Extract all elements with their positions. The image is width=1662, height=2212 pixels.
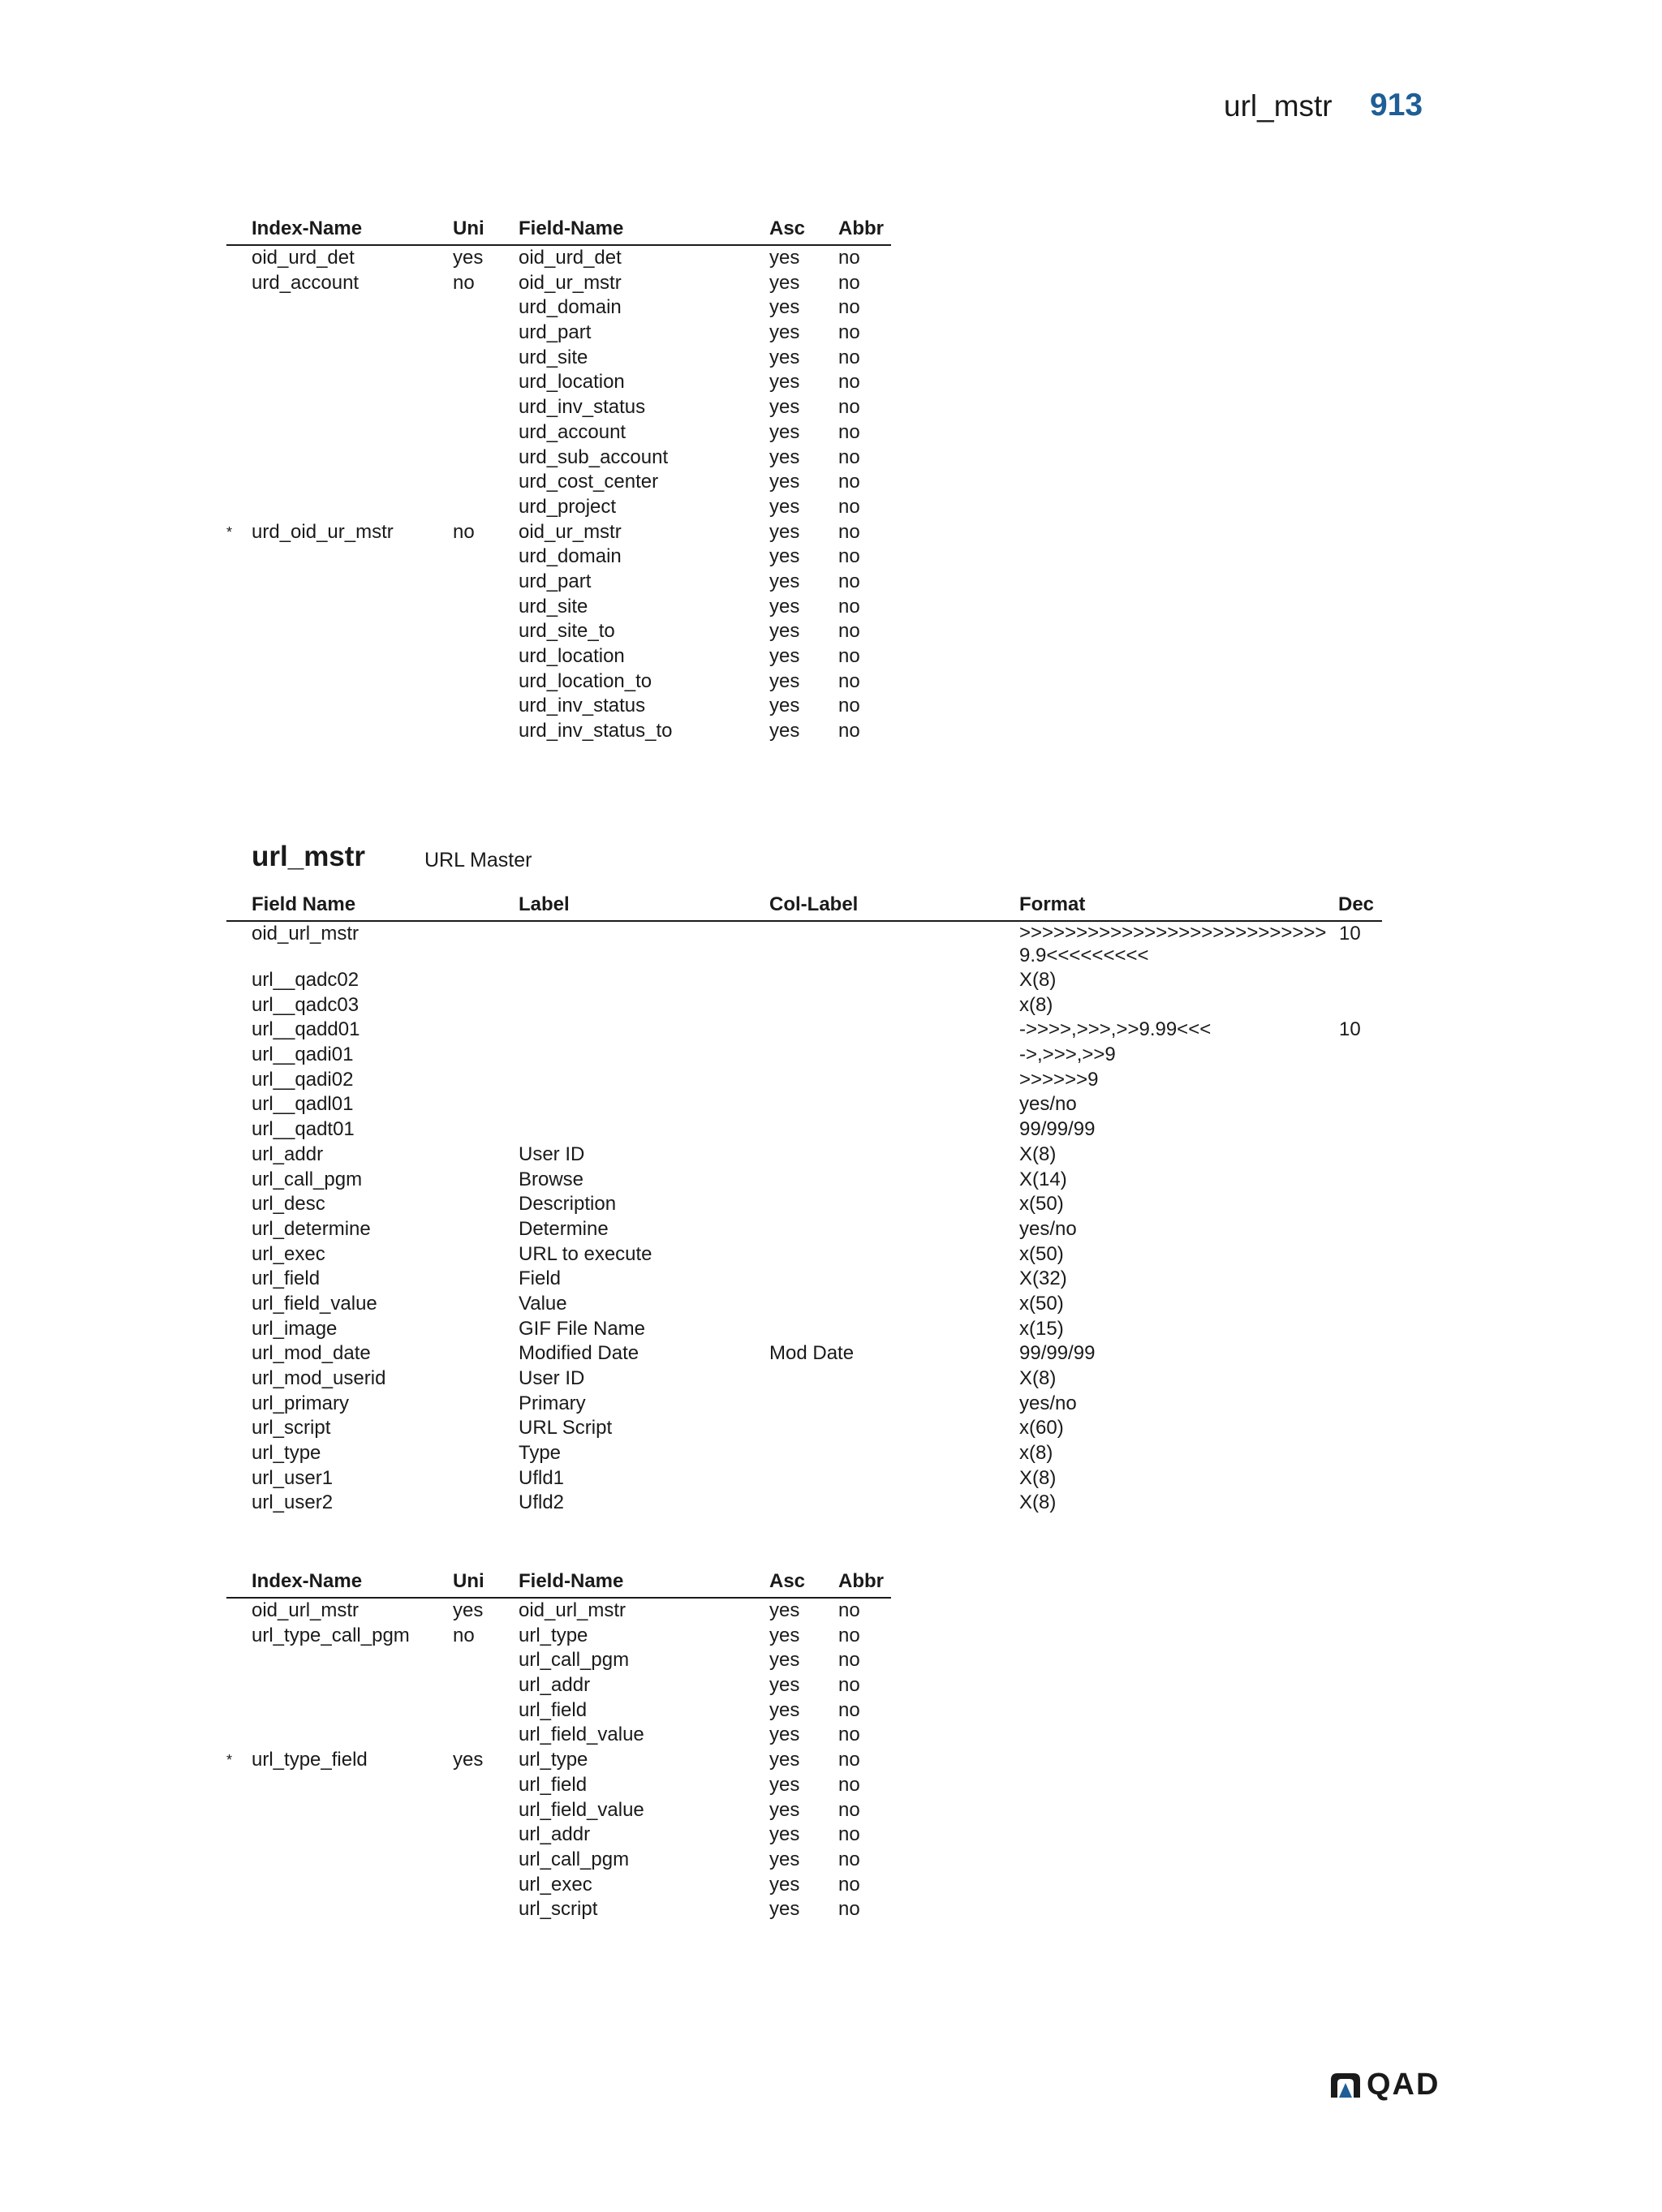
abbr-cell: no <box>838 346 860 368</box>
field-name-cell: url_field_value <box>252 1292 377 1315</box>
field-name-cell: url_desc <box>252 1193 325 1216</box>
table-row <box>226 1242 1382 1267</box>
dec-cell: 10 <box>1339 923 1361 945</box>
table-row <box>226 1068 1382 1093</box>
abbr-cell: no <box>838 296 860 319</box>
table-name: url_mstr <box>252 841 366 872</box>
field-name-cell: urd_project <box>519 495 617 518</box>
index-table-url <box>226 1565 891 1922</box>
field-name-cell: url_field <box>519 1698 588 1721</box>
table-row <box>226 1217 1382 1242</box>
index-name-cell: oid_url_mstr <box>252 1599 360 1621</box>
index-table-body <box>226 1599 891 1922</box>
label-cell: Primary <box>519 1392 586 1414</box>
abbr-cell: no <box>838 1649 860 1672</box>
field-name-cell: url__qadi01 <box>252 1044 354 1066</box>
asc-cell: yes <box>769 669 800 692</box>
asc-cell: yes <box>769 371 800 394</box>
format-cell: x(50) <box>1019 1193 1064 1216</box>
table-row <box>226 271 891 296</box>
table-row <box>226 1366 1382 1392</box>
table-row <box>226 1292 1382 1317</box>
field-name-cell: oid_ur_mstr <box>519 520 622 543</box>
asc-cell: yes <box>769 645 800 667</box>
field-name-cell: url_addr <box>519 1674 591 1697</box>
asc-cell: yes <box>769 595 800 618</box>
table-row <box>226 922 1382 968</box>
header-field-name: Field-Name <box>519 217 624 239</box>
field-name-cell: urd_part <box>519 321 592 344</box>
table-row <box>226 1043 1382 1068</box>
abbr-cell: no <box>838 645 860 667</box>
uni-cell: yes <box>453 1749 484 1771</box>
table-row <box>226 1168 1382 1193</box>
table-row <box>226 1416 1382 1441</box>
label-cell: Ufld1 <box>519 1466 565 1489</box>
asc-cell: yes <box>769 720 800 742</box>
format-cell: yes/no <box>1019 1392 1077 1414</box>
asc-cell: yes <box>769 1749 800 1771</box>
field-name-cell: url__qadc03 <box>252 993 360 1016</box>
dec-cell: 10 <box>1339 1018 1361 1041</box>
field-name-cell: urd_site <box>519 346 588 368</box>
field-name-cell: urd_location <box>519 645 625 667</box>
asc-cell: yes <box>769 1798 800 1821</box>
table-row <box>226 1441 1382 1466</box>
field-name-cell: url_exec <box>519 1873 592 1896</box>
abbr-cell: no <box>838 720 860 742</box>
table-row <box>226 1698 891 1724</box>
asc-cell: yes <box>769 1873 800 1896</box>
uni-cell: yes <box>453 247 484 269</box>
table-row <box>226 295 891 321</box>
index-table-urd <box>226 213 891 744</box>
format-cell: X(8) <box>1019 1367 1057 1389</box>
table-row <box>226 1092 1382 1117</box>
index-table-header <box>226 213 891 246</box>
asc-cell: yes <box>769 445 800 468</box>
format-cell: X(8) <box>1019 969 1057 991</box>
asc-cell: yes <box>769 1773 800 1796</box>
field-name-cell: url_script <box>252 1417 331 1440</box>
field-name-cell: urd_cost_center <box>519 471 659 493</box>
table-row <box>226 1267 1382 1292</box>
asc-cell: yes <box>769 471 800 493</box>
asc-cell: yes <box>769 570 800 592</box>
uni-cell: no <box>453 520 475 543</box>
asc-cell: yes <box>769 1674 800 1697</box>
table-row <box>226 1392 1382 1417</box>
abbr-cell: no <box>838 1898 860 1921</box>
abbr-cell: no <box>838 1599 860 1621</box>
index-table-header <box>226 1565 891 1599</box>
header-field-name: Field Name <box>252 893 356 915</box>
abbr-cell: no <box>838 1798 860 1821</box>
field-name-cell: url_mod_userid <box>252 1367 386 1389</box>
index-name-cell: urd_account <box>252 271 360 294</box>
table-row <box>226 420 891 445</box>
asc-cell: yes <box>769 1624 800 1646</box>
index-table-body <box>226 246 891 744</box>
abbr-cell: no <box>838 620 860 643</box>
asc-cell: yes <box>769 1698 800 1721</box>
asc-cell: yes <box>769 271 800 294</box>
field-name-cell: urd_location <box>519 371 625 394</box>
table-row <box>226 1848 891 1873</box>
index-name-cell: url_type_field <box>252 1749 368 1771</box>
format-cell: 99/99/99 <box>1019 1342 1096 1365</box>
abbr-cell: no <box>838 371 860 394</box>
format-cell: yes/no <box>1019 1217 1077 1240</box>
table-row <box>226 445 891 471</box>
format-cell: >>>>>>>>>>>>>>>>>>>>>>>>>>>9.9<<<<<<<<< <box>1019 922 1327 966</box>
field-name-cell: oid_urd_det <box>519 247 622 269</box>
field-table <box>226 889 1382 1516</box>
label-cell: Field <box>519 1267 562 1290</box>
abbr-cell: no <box>838 570 860 592</box>
field-name-cell: url_script <box>519 1898 598 1921</box>
table-row <box>226 1873 891 1898</box>
field-name-cell: url_addr <box>519 1823 591 1846</box>
asc-cell: yes <box>769 620 800 643</box>
format-cell: x(8) <box>1019 993 1053 1016</box>
abbr-cell: no <box>838 669 860 692</box>
primary-index-marker: * <box>226 1752 233 1769</box>
header-index-name: Index-Name <box>252 1570 363 1592</box>
format-cell: ->,>>>,>>9 <box>1019 1044 1116 1066</box>
table-row <box>226 470 891 495</box>
table-description: URL Master <box>424 849 532 871</box>
index-name-cell: url_type_call_pgm <box>252 1624 410 1646</box>
abbr-cell: no <box>838 1848 860 1870</box>
asc-cell: yes <box>769 695 800 717</box>
asc-cell: yes <box>769 545 800 568</box>
field-name-cell: urd_sub_account <box>519 445 669 468</box>
field-name-cell: url_field_value <box>519 1724 644 1746</box>
field-name-cell: urd_inv_status <box>519 695 646 717</box>
table-row <box>226 669 891 695</box>
format-cell: yes/no <box>1019 1093 1077 1116</box>
asc-cell: yes <box>769 1724 800 1746</box>
table-row <box>226 1117 1382 1143</box>
format-cell: ->>>>,>>>,>>9.99<<< <box>1019 1018 1212 1041</box>
table-row <box>226 1624 891 1649</box>
format-cell: X(14) <box>1019 1168 1067 1190</box>
abbr-cell: no <box>838 1624 860 1646</box>
header-abbr: Abbr <box>838 217 884 239</box>
field-name-cell: urd_domain <box>519 545 622 568</box>
index-name-cell: oid_urd_det <box>252 247 355 269</box>
field-name-cell: url_field <box>519 1773 588 1796</box>
abbr-cell: no <box>838 495 860 518</box>
table-row <box>226 544 891 570</box>
header-uni: Uni <box>453 217 484 239</box>
field-name-cell: url_image <box>252 1317 338 1340</box>
table-row <box>226 321 891 346</box>
table-row <box>226 1143 1382 1168</box>
asc-cell: yes <box>769 247 800 269</box>
asc-cell: yes <box>769 346 800 368</box>
field-name-cell: url_field_value <box>519 1798 644 1821</box>
header-col-label: Col-Label <box>769 893 859 915</box>
abbr-cell: no <box>838 271 860 294</box>
table-row <box>226 370 891 395</box>
format-cell: X(8) <box>1019 1466 1057 1489</box>
field-name-cell: oid_url_mstr <box>252 923 360 945</box>
abbr-cell: no <box>838 321 860 344</box>
table-row <box>226 1491 1382 1516</box>
asc-cell: yes <box>769 1823 800 1846</box>
primary-index-marker: * <box>226 523 233 540</box>
table-row <box>226 719 891 744</box>
field-name-cell: url__qadi02 <box>252 1068 354 1091</box>
format-cell: x(8) <box>1019 1442 1053 1465</box>
table-row <box>226 694 891 719</box>
table-row <box>226 1466 1382 1491</box>
field-name-cell: url_type <box>252 1442 321 1465</box>
abbr-cell: no <box>838 247 860 269</box>
label-cell: User ID <box>519 1367 585 1389</box>
qad-logo <box>1329 2068 1440 2102</box>
table-row <box>226 1798 891 1823</box>
abbr-cell: no <box>838 471 860 493</box>
header-format: Format <box>1019 893 1086 915</box>
field-name-cell: url_determine <box>252 1217 371 1240</box>
label-cell: Browse <box>519 1168 584 1190</box>
asc-cell: yes <box>769 296 800 319</box>
table-row <box>226 1897 891 1922</box>
table-row <box>226 968 1382 993</box>
header-uni: Uni <box>453 1570 484 1592</box>
format-cell: >>>>>>9 <box>1019 1068 1099 1091</box>
table-row <box>226 1748 891 1773</box>
header-abbr: Abbr <box>838 1570 884 1592</box>
table-row <box>226 520 891 545</box>
abbr-cell: no <box>838 1724 860 1746</box>
field-table-body <box>226 922 1382 1516</box>
field-name-cell: urd_inv_status_to <box>519 720 673 742</box>
header-table-name: url_mstr <box>1224 89 1333 123</box>
label-cell: Value <box>519 1292 567 1315</box>
field-name-cell: oid_url_mstr <box>519 1599 626 1621</box>
format-cell: X(32) <box>1019 1267 1067 1290</box>
table-row <box>226 570 891 595</box>
field-name-cell: url_call_pgm <box>519 1848 630 1870</box>
table-row <box>226 993 1382 1018</box>
table-row <box>226 1648 891 1673</box>
field-name-cell: url_user1 <box>252 1466 334 1489</box>
table-row <box>226 1018 1382 1043</box>
label-cell: Type <box>519 1442 562 1465</box>
format-cell: X(8) <box>1019 1491 1057 1514</box>
field-name-cell: url__qadt01 <box>252 1118 355 1141</box>
table-row <box>226 1823 891 1848</box>
abbr-cell: no <box>838 520 860 543</box>
field-name-cell: url_exec <box>252 1242 325 1265</box>
field-table-header <box>226 889 1382 922</box>
field-name-cell: url__qadl01 <box>252 1093 354 1116</box>
asc-cell: yes <box>769 321 800 344</box>
page-number: 913 <box>1370 88 1423 123</box>
format-cell: X(8) <box>1019 1143 1057 1165</box>
table-row <box>226 1341 1382 1366</box>
table-row <box>226 495 891 520</box>
header-label: Label <box>519 893 570 915</box>
table-row <box>226 1599 891 1624</box>
abbr-cell: no <box>838 1749 860 1771</box>
asc-cell: yes <box>769 396 800 419</box>
format-cell: 99/99/99 <box>1019 1118 1096 1141</box>
table-row <box>226 595 891 620</box>
qad-logo-icon <box>1329 2072 1362 2099</box>
uni-cell: no <box>453 271 475 294</box>
label-cell: Description <box>519 1193 617 1216</box>
abbr-cell: no <box>838 1773 860 1796</box>
asc-cell: yes <box>769 1898 800 1921</box>
table-row <box>226 1723 891 1748</box>
table-row <box>226 1192 1382 1217</box>
field-name-cell: url_call_pgm <box>252 1168 363 1190</box>
abbr-cell: no <box>838 445 860 468</box>
label-cell: URL Script <box>519 1417 613 1440</box>
field-name-cell: urd_site <box>519 595 588 618</box>
index-name-cell: urd_oid_ur_mstr <box>252 520 394 543</box>
field-name-cell: url_field <box>252 1267 321 1290</box>
abbr-cell: no <box>838 1823 860 1846</box>
field-name-cell: urd_part <box>519 570 592 592</box>
field-name-cell: urd_location_to <box>519 669 652 692</box>
table-row <box>226 1317 1382 1342</box>
field-name-cell: urd_domain <box>519 296 622 319</box>
abbr-cell: no <box>838 695 860 717</box>
abbr-cell: no <box>838 1873 860 1896</box>
asc-cell: yes <box>769 1848 800 1870</box>
header-dec: Dec <box>1338 893 1375 915</box>
logo-text: QAD <box>1367 2068 1440 2102</box>
field-name-cell: url_primary <box>252 1392 350 1414</box>
table-row <box>226 619 891 644</box>
asc-cell: yes <box>769 1599 800 1621</box>
abbr-cell: no <box>838 545 860 568</box>
abbr-cell: no <box>838 420 860 443</box>
format-cell: x(50) <box>1019 1292 1064 1315</box>
header-field-name: Field-Name <box>519 1570 624 1592</box>
field-name-cell: url_mod_date <box>252 1342 371 1365</box>
uni-cell: no <box>453 1624 475 1646</box>
asc-cell: yes <box>769 495 800 518</box>
table-row <box>226 1673 891 1698</box>
field-name-cell: url__qadd01 <box>252 1018 360 1041</box>
field-name-cell: url__qadc02 <box>252 969 360 991</box>
field-name-cell: url_type <box>519 1624 588 1646</box>
abbr-cell: no <box>838 396 860 419</box>
asc-cell: yes <box>769 420 800 443</box>
format-cell: x(50) <box>1019 1242 1064 1265</box>
format-cell: x(60) <box>1019 1417 1064 1440</box>
table-row <box>226 395 891 420</box>
label-cell: URL to execute <box>519 1242 652 1265</box>
table-row <box>226 1773 891 1798</box>
header-index-name: Index-Name <box>252 217 363 239</box>
table-row <box>226 246 891 271</box>
field-name-cell: oid_ur_mstr <box>519 271 622 294</box>
field-name-cell: urd_site_to <box>519 620 615 643</box>
uni-cell: yes <box>453 1599 484 1621</box>
label-cell: Ufld2 <box>519 1491 565 1514</box>
header-asc: Asc <box>769 217 806 239</box>
field-name-cell: url_addr <box>252 1143 324 1165</box>
header-asc: Asc <box>769 1570 806 1592</box>
label-cell: Determine <box>519 1217 609 1240</box>
col-label-cell: Mod Date <box>769 1342 855 1365</box>
table-row <box>226 644 891 669</box>
asc-cell: yes <box>769 1649 800 1672</box>
field-name-cell: url_type <box>519 1749 588 1771</box>
abbr-cell: no <box>838 1698 860 1721</box>
field-name-cell: url_user2 <box>252 1491 334 1514</box>
abbr-cell: no <box>838 595 860 618</box>
field-name-cell: urd_account <box>519 420 626 443</box>
field-name-cell: urd_inv_status <box>519 396 646 419</box>
label-cell: Modified Date <box>519 1342 639 1365</box>
format-cell: x(15) <box>1019 1317 1064 1340</box>
label-cell: User ID <box>519 1143 585 1165</box>
asc-cell: yes <box>769 520 800 543</box>
field-name-cell: url_call_pgm <box>519 1649 630 1672</box>
table-row <box>226 346 891 371</box>
abbr-cell: no <box>838 1674 860 1697</box>
label-cell: GIF File Name <box>519 1317 646 1340</box>
